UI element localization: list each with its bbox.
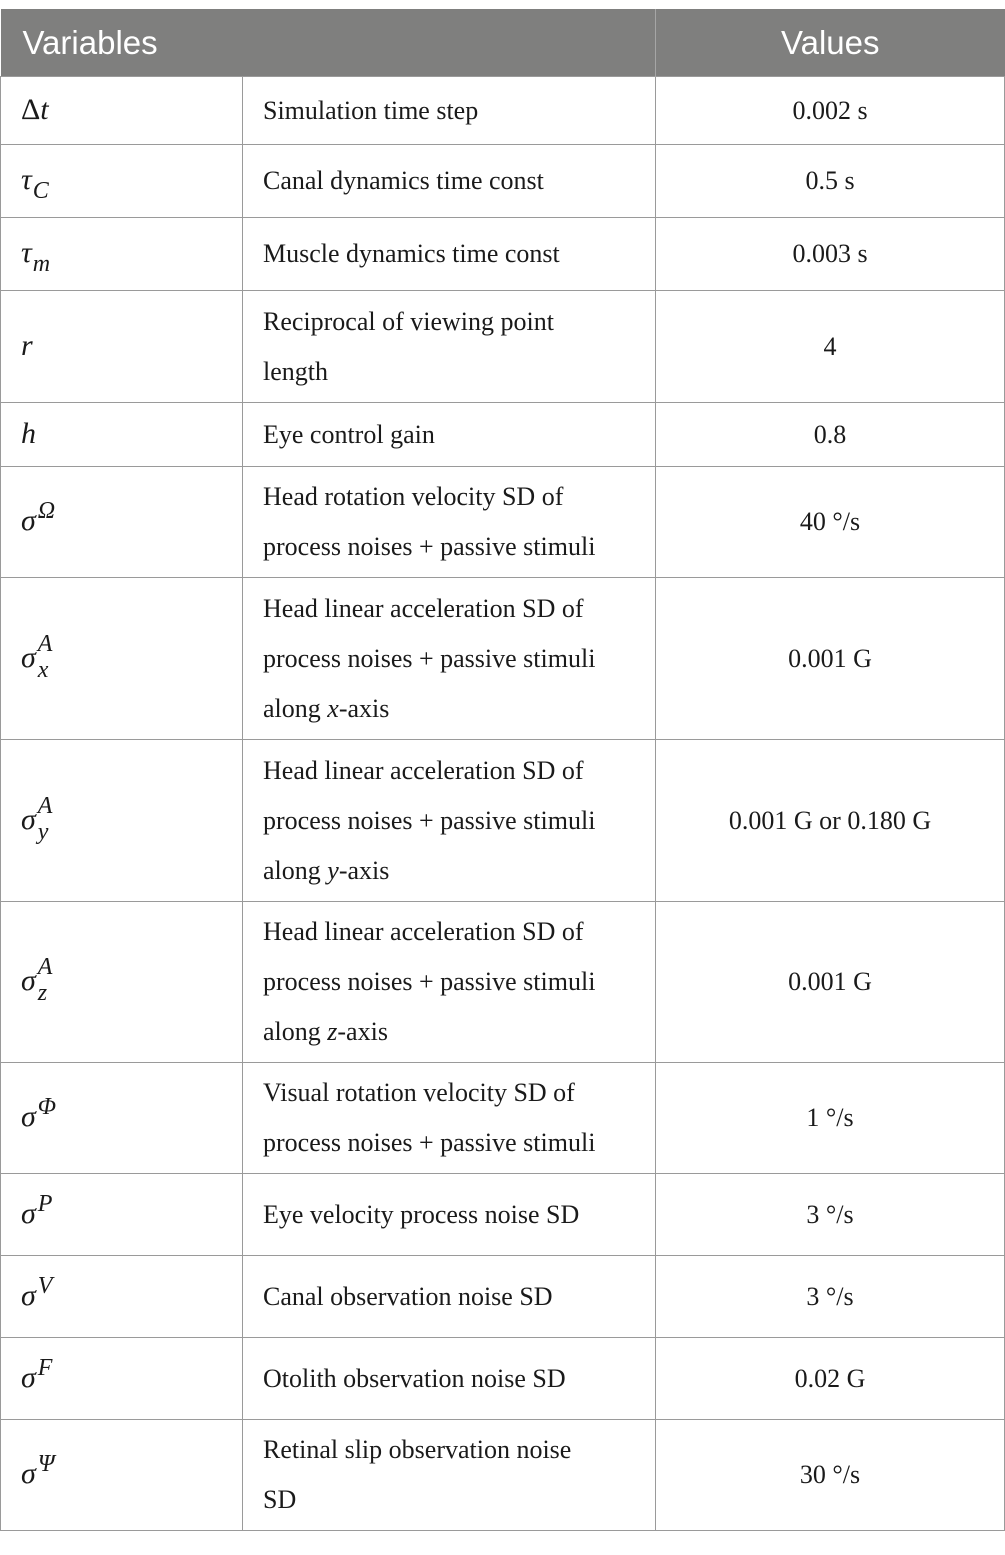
table-row — [1, 145, 1005, 218]
description-line: Reciprocal of viewing point — [263, 306, 554, 336]
variable-description-cell — [243, 291, 656, 403]
axis-prefix: along — [263, 693, 328, 723]
symbol-base: Δ — [21, 92, 41, 126]
variable-value-cell: 0.5 s — [656, 145, 1005, 218]
symbol-base: h — [21, 416, 36, 450]
math-symbol — [21, 499, 55, 536]
variable-value-cell: 0.02 G — [656, 1338, 1005, 1420]
table-row — [1, 291, 1005, 403]
table-row — [1, 578, 1005, 740]
variable-description-cell — [243, 1420, 656, 1531]
symbol-base: r — [21, 328, 33, 362]
symbol-superscript: F — [37, 1354, 53, 1381]
variable-symbol-cell — [1, 1256, 243, 1338]
axis-suffix: -axis — [338, 855, 390, 885]
description-line: Canal dynamics time const — [263, 166, 544, 195]
description-line: Head linear acceleration SD of — [263, 755, 584, 785]
variable-symbol-cell — [1, 403, 243, 467]
description-line: Simulation time step — [263, 95, 479, 125]
description-line: process noises + passive stimuli — [263, 643, 596, 673]
symbol-base: σ — [21, 1196, 36, 1230]
math-symbol — [21, 1192, 52, 1229]
axis-prefix: along — [263, 855, 328, 885]
symbol-base: τ — [21, 236, 32, 269]
variable-value-cell: 0.001 G — [656, 578, 1005, 740]
variable-description-cell — [243, 740, 656, 902]
header-variables: Variables — [1, 9, 656, 77]
variable-symbol-cell — [1, 1420, 243, 1531]
variable-value-cell: 0.002 s — [656, 77, 1005, 145]
variable-symbol-cell — [1, 77, 243, 145]
variable-description-cell — [243, 145, 656, 218]
symbol-base: σ — [21, 1360, 36, 1394]
description-line: process noises + passive stimuli — [263, 1128, 596, 1157]
math-symbol — [21, 1356, 52, 1393]
description-line: Retinal slip observation noise — [263, 1435, 572, 1464]
symbol-script-stack — [37, 954, 53, 1007]
variable-symbol-cell — [1, 578, 243, 740]
axis-suffix: -axis — [337, 1017, 388, 1046]
variable-description-cell — [243, 467, 656, 578]
table-row — [1, 403, 1005, 467]
symbol-script-stack — [37, 792, 53, 846]
axis-variable: x — [327, 693, 339, 723]
symbol-subscript: x — [37, 656, 49, 683]
variable-symbol-cell — [1, 467, 243, 578]
math-symbol — [21, 630, 53, 684]
description-line: Visual rotation velocity SD of — [263, 1078, 575, 1107]
variable-description-cell — [243, 77, 656, 145]
variable-description-cell — [243, 1174, 656, 1256]
variable-value-cell: 0.001 G or 0.180 G — [656, 740, 1005, 902]
variable-symbol-cell — [1, 1063, 243, 1174]
table-row — [1, 77, 1005, 145]
symbol-subscript: C — [32, 178, 49, 204]
symbol-superscript: V — [37, 1272, 53, 1299]
table-row — [1, 1256, 1005, 1338]
variable-value-cell: 0.003 s — [656, 218, 1005, 291]
variable-value-cell: 0.001 G — [656, 902, 1005, 1063]
symbol-base: σ — [21, 504, 36, 537]
variable-value-cell: 4 — [656, 291, 1005, 403]
symbol-superscript: Φ — [37, 1094, 57, 1120]
symbol-superscript: P — [37, 1190, 53, 1217]
parameter-table — [0, 9, 1005, 1531]
variable-description-cell — [243, 1256, 656, 1338]
symbol-superscript: A — [37, 792, 53, 819]
symbol-base: τ — [21, 163, 32, 196]
variable-value-cell: 30 °/s — [656, 1420, 1005, 1531]
symbol-base: σ — [21, 640, 36, 674]
symbol-base: σ — [21, 1278, 36, 1312]
table-row — [1, 740, 1005, 902]
axis-suffix: -axis — [338, 693, 390, 723]
description-line: SD — [263, 1485, 297, 1514]
description-line: Muscle dynamics time const — [263, 239, 560, 268]
variable-value-cell: 3 °/s — [656, 1256, 1005, 1338]
table-row — [1, 218, 1005, 291]
variable-description-cell — [243, 1338, 656, 1420]
description-axis-line — [263, 846, 647, 896]
symbol-superscript: A — [37, 630, 53, 657]
axis-prefix: along — [263, 1017, 328, 1046]
variable-description-cell — [243, 902, 656, 1063]
variable-description-cell — [243, 1063, 656, 1174]
symbol-base: σ — [21, 963, 36, 997]
table-row — [1, 902, 1005, 1063]
variable-symbol-cell — [1, 902, 243, 1063]
description-line: Otolith observation noise SD — [263, 1363, 566, 1393]
description-line: Canal observation noise SD — [263, 1281, 553, 1311]
variable-description-cell — [243, 578, 656, 740]
math-symbol — [21, 954, 53, 1007]
variable-description-cell — [243, 403, 656, 467]
variable-symbol-cell — [1, 740, 243, 902]
description-line: Eye velocity process noise SD — [263, 1199, 580, 1229]
symbol-superscript: Ψ — [37, 1451, 55, 1477]
table-body — [1, 77, 1005, 1531]
variable-value-cell: 1 °/s — [656, 1063, 1005, 1174]
math-symbol — [21, 1095, 56, 1132]
variable-value-cell: 40 °/s — [656, 467, 1005, 578]
math-symbol — [21, 416, 36, 450]
math-symbol — [21, 92, 49, 126]
math-symbol — [21, 1452, 55, 1489]
math-symbol — [21, 792, 53, 846]
symbol-subscript: y — [37, 818, 49, 845]
variable-symbol-cell — [1, 1338, 243, 1420]
header-row — [1, 9, 1005, 77]
description-line: Head linear acceleration SD of — [263, 917, 584, 946]
table-row — [1, 467, 1005, 578]
table-row — [1, 1174, 1005, 1256]
math-symbol — [21, 165, 49, 203]
math-symbol — [21, 238, 50, 276]
variable-symbol-cell — [1, 1174, 243, 1256]
description-line: Head linear acceleration SD of — [263, 593, 584, 623]
symbol-tail: t — [40, 92, 49, 126]
symbol-superscript: Ω — [37, 498, 56, 524]
variable-symbol-cell — [1, 291, 243, 403]
description-line: Head rotation velocity SD of — [263, 482, 564, 511]
axis-variable: y — [327, 855, 339, 885]
variable-value-cell: 0.8 — [656, 403, 1005, 467]
symbol-subscript: z — [37, 980, 48, 1007]
description-line: Eye control gain — [263, 419, 435, 449]
table-row — [1, 1338, 1005, 1420]
symbol-base: σ — [21, 1457, 36, 1490]
variable-value-cell: 3 °/s — [656, 1174, 1005, 1256]
description-axis-line — [263, 684, 647, 734]
axis-variable: z — [327, 1017, 338, 1046]
symbol-base: σ — [21, 802, 36, 836]
variable-symbol-cell — [1, 145, 243, 218]
header-values: Values — [656, 9, 1005, 77]
description-line: process noises + passive stimuli — [263, 532, 596, 561]
symbol-superscript: A — [37, 954, 53, 981]
table-row — [1, 1063, 1005, 1174]
symbol-subscript: m — [32, 251, 51, 277]
description-line: length — [263, 356, 328, 386]
variable-description-cell — [243, 218, 656, 291]
description-axis-line — [263, 1007, 647, 1057]
description-line: process noises + passive stimuli — [263, 967, 596, 996]
symbol-script-stack — [37, 630, 53, 684]
table-row — [1, 1420, 1005, 1531]
math-symbol — [21, 1274, 52, 1311]
variable-symbol-cell — [1, 218, 243, 291]
math-symbol — [21, 328, 33, 362]
symbol-base: σ — [21, 1100, 36, 1133]
description-line: process noises + passive stimuli — [263, 805, 596, 835]
